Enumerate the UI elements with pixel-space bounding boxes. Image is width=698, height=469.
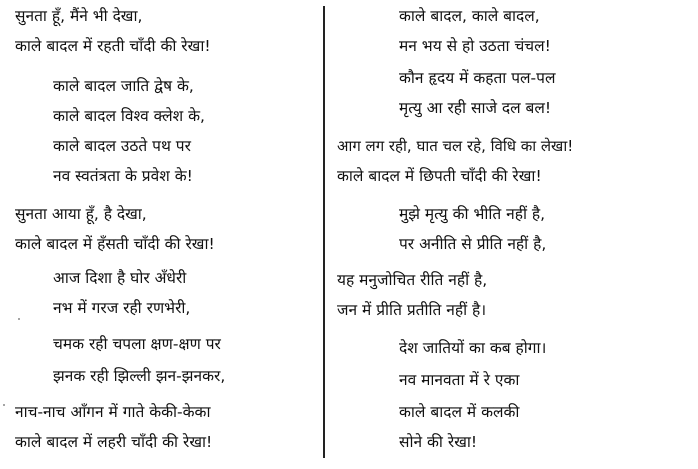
poem-line: सोने की रेखा!: [399, 433, 478, 451]
poem-line: पर अनीति से प्रीति नहीं है,: [399, 235, 547, 253]
poem-line: नव मानवता में रे एका: [399, 371, 520, 389]
poem-line: काले बादल, काले बादल,: [399, 7, 540, 25]
poem-line: काले बादल में हँसती चाँदी की रेखा!: [15, 235, 215, 253]
poem-line: मुझे मृत्यु की भीति नहीं है,: [399, 205, 546, 223]
poem-line: देश जातियों का कब होगा।: [399, 339, 547, 357]
poem-line: नाच-नाच आँगन में गाते केकी-केका: [15, 403, 211, 421]
poem-line: सुनता हूँ, मैंने भी देखा,: [15, 7, 143, 25]
poem-line: सुनता आया हूँ, है देखा,: [15, 205, 147, 223]
scan-speck: [18, 318, 20, 320]
poem-line: काले बादल में छिपती चाँदी की रेखा!: [337, 167, 542, 185]
poem-line: झनक रही झिल्ली झन-झनकर,: [53, 367, 226, 385]
poem-line: आज दिशा है घोर अँधेरी: [53, 269, 187, 287]
poem-line: मृत्यु आ रही साजे दल बल!: [399, 99, 552, 117]
poem-line: काले बादल जाति द्वेष के,: [53, 77, 194, 95]
poem-line: चमक रही चपला क्षण-क्षण पर: [53, 335, 221, 353]
poem-line: नव स्वतंत्रता के प्रवेश के!: [53, 167, 193, 185]
poem-line: काले बादल उठते पथ पर: [53, 137, 191, 155]
poem-line: काले बादल में कलकी: [399, 403, 520, 421]
poem-line: काले बादल में लहरी चाँदी की रेखा!: [15, 433, 213, 451]
poem-line: कौन हृदय में कहता पल-पल: [399, 69, 556, 87]
poem-line: मन भय से हो उठता चंचल!: [399, 37, 551, 55]
scan-speck: [3, 404, 5, 406]
poem-line: काले बादल विश्व क्लेश के,: [53, 107, 205, 125]
poem-line: नभ में गरज रही रणभेरी,: [53, 299, 191, 317]
column-divider: [323, 6, 325, 458]
poem-line: जन में प्रीति प्रतीति नहीं है।: [337, 301, 487, 319]
poem-line: आग लग रही, घात चल रहे, विधि का लेखा!: [337, 137, 574, 155]
poem-line: काले बादल में रहती चाँदी की रेखा!: [15, 37, 211, 55]
poem-line: यह मनुजोचित रीति नहीं है,: [337, 271, 488, 289]
